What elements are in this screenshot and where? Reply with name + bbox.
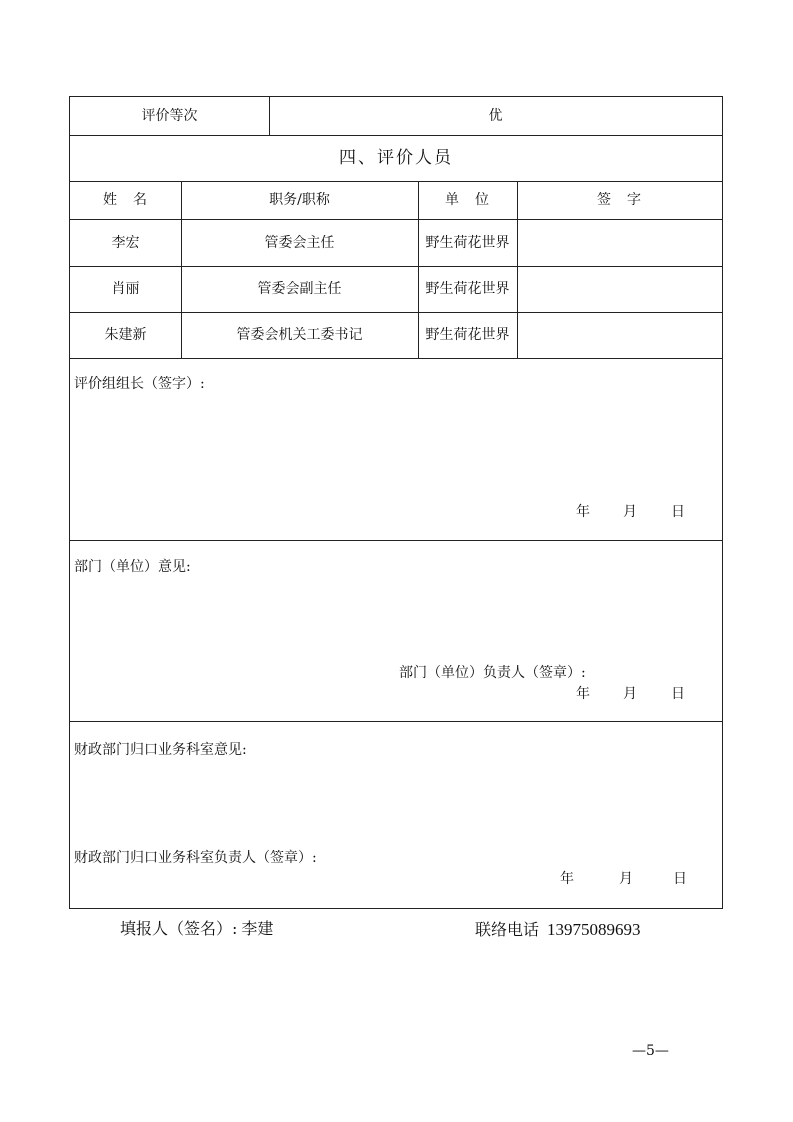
member-unit: 野生荷花世界 <box>425 281 510 297</box>
member-name: 朱建新 <box>104 327 147 343</box>
leader-signature-label: 评价组组长（签字）: <box>74 376 205 392</box>
header-unit: 单 位 <box>445 192 490 208</box>
phone-number: 13975089693 <box>547 920 641 939</box>
member-unit: 野生荷花世界 <box>425 327 510 343</box>
member-name: 肖丽 <box>111 281 140 297</box>
date-year: 年 <box>576 686 590 702</box>
filler-label: 填报人（签名）: <box>120 919 238 938</box>
row-divider <box>70 721 722 722</box>
rating-label: 评价等次 <box>141 108 198 124</box>
phone-label: 联络电话 <box>475 920 540 939</box>
row-divider <box>70 540 722 541</box>
member-name: 李宏 <box>111 234 140 251</box>
header-title: 职务/职称 <box>269 192 330 208</box>
dept-opinion-label: 部门（单位）意见: <box>74 559 191 575</box>
member-signature <box>517 219 722 266</box>
date-year: 年 <box>560 871 574 887</box>
header-name: 姓 名 <box>103 192 148 208</box>
member-title: 管委会机关工委书记 <box>236 327 363 343</box>
date-day: 日 <box>673 871 687 887</box>
finance-signer-label: 财政部门归口业务科室负责人（签章）: <box>74 850 317 866</box>
member-unit: 野生荷花世界 <box>425 234 510 251</box>
evaluation-table <box>69 96 723 909</box>
date-month: 月 <box>623 686 637 702</box>
row-divider <box>70 358 722 359</box>
member-title: 管委会主任 <box>264 234 335 251</box>
member-title: 管委会副主任 <box>257 281 342 297</box>
filler-line <box>120 921 273 937</box>
member-signature <box>517 312 722 358</box>
dept-signer-label: 部门（单位）负责人（签章）: <box>399 665 586 681</box>
finance-opinion-label: 财政部门归口业务科室意见: <box>74 742 247 758</box>
phone-line <box>475 921 641 938</box>
page-number: —5— <box>632 1043 669 1059</box>
date-day: 日 <box>671 504 685 520</box>
filler-name: 李建 <box>241 919 274 938</box>
date-year: 年 <box>576 504 590 520</box>
rating-value: 优 <box>488 108 503 124</box>
member-signature <box>517 266 722 312</box>
date-day: 日 <box>671 686 685 702</box>
date-month: 月 <box>619 871 633 887</box>
header-signature: 签 字 <box>597 192 642 208</box>
section-title: 四、评价人员 <box>339 147 453 168</box>
date-month: 月 <box>623 504 637 520</box>
